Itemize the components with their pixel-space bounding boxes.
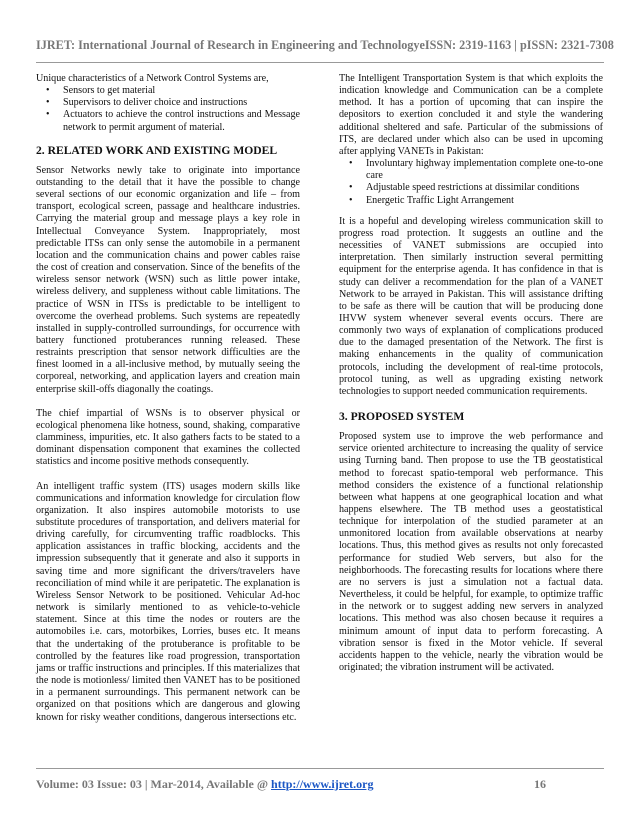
paragraph: The chief impartial of WSNs is to observer physical or ecological phenomena like hotness, sound, shaking, comparative clamminess, impurities, etc. It also gathers facts to be stated to a dominant dispensation component that examines the collected statistics and income positive methods consequently. (36, 407, 300, 468)
issn-info: eISSN: 2319-1163 | pISSN: 2321-7308 (419, 38, 614, 52)
paragraph: Proposed system use to improve the web performance and service oriented architecture to increasing the quality of service using Turning band. Then propose to use the TB geostatistical method to forecast spatio-temporal web performance. This method considers the existence of a functional relationship between what happens at one geographical location and what happens elsewhere. The TB method uses a geostatistical technique for interpolation of the studied parameter at an unmonitored location from available observations at nearby locations. Thus, this method gives as results not only forecasted performance for studied Web servers, but also for the neighborhoods. The forecasting results for locations where there are no servers is just a simulation not a factual data. Nevertheless, it could be helpful, for example, to optimize traffic in the network or to suggest adding new servers in analyzed locations. This method was also chosen because it requires a minimum amount of input data to perform forecasting. A vibration sensor is fixed in the Motor vehicle. If several accidents happen to the vehicle, nearly the vibration would be originated; the vibration instrument will be activated. (339, 431, 603, 674)
page-number: 16 (534, 777, 546, 791)
paragraph: An intelligent traffic system (ITS) usages modern skills like communications and information knowledge for circulation flow organization. It also inspires automobile motorists to use substitute procedures of transportation, and delivers material for driving carefully, for circumventing traffic roadblocks. This application assistances in traffic blocking, accidents and the impression subsequently that it generate and also it supports in saving time and more significant the drivers/travelers have reconciliation of mind while it are peripatetic. The explanation is Wireless Sensor Network to be positioned. Vehicular Ad-hoc network is similarly mentioned to as vehicle-to-vehicle statement. Since at this time the nodes or routers are the automobiles i.e. cars, motorbikes, Lorries, buses etc. It means that the undertaking of the protuberance is profitable to be controlled by the features like road progression, transportation jams or traffic instructions and principles. If this materializes that the node is motionless/ limited then VANET has to be positioned in a permanent surroundings. This permanent network can be organized on that positions which are dangerous and glowing known for risky weather conditions, dangerous intersections etc. (36, 480, 300, 723)
footer-divider (36, 768, 604, 769)
characteristics-list (36, 85, 300, 134)
paragraph: Sensor Networks newly take to originate into importance outstanding to the detail that it have the possible to change several sections of our economic organization and life – from transport, ecological screen, passage and healthcare industries. Carrying the material group and message plays a key role in Intellectual Conveyance System. Inappropriately, most predictable ITSs can only sense the automobile in a permanent location and the communication chains and power cables raise the cost of creation and conservation. Since of the benefits of the wireless sensor network (WSN) such as little power intake, wireless delivery, and suppleness without cable limitations. The practice of WSN in ITSs is predictable to be intelligent to overcome the overhead problems. Such systems are repeatedly installed in supply-controlled surroundings, for occurrence with battery functioned protuberances running released. These restraints prescription that sensor network difficulties are the finest loomed in a all-inclusive method, by mutually seeing the corporeal, networking, and application layers and creation main enterprise skill-offs diagonally the coatings. (36, 164, 300, 395)
page-footer (36, 777, 546, 792)
section-heading-related-work: 2. RELATED WORK AND EXISTING MODEL (36, 143, 278, 157)
journal-title: IJRET: International Journal of Research in Engineering and Technology (36, 38, 420, 52)
footer-volume-text: Volume: 03 Issue: 03 | Mar-2014, Available @ (36, 777, 272, 791)
right-column (339, 73, 603, 686)
section-heading-proposed-system: 3. PROPOSED SYSTEM (339, 410, 465, 424)
page-header (36, 38, 614, 53)
characteristics-intro: Unique characteristics of a Network Control Systems are, (36, 73, 269, 84)
list-item: • Actuators to achieve the control instructions and Message network to permit argument of material. (36, 109, 300, 133)
its-applications-list (339, 158, 603, 207)
paragraph: The Intelligent Transportation System is that which exploits the indication knowledge and Communication can be a complete method. It has a portion of upcoming that can inspire the depositors to exertion concluded it and style the wandering additional sheltered and safe. Particular of the submissions of ITS, are declared under which also can be used in upcoming after applying VANETs in Pakistan: (339, 73, 603, 157)
list-item: • Supervisors to deliver choice and instructions (36, 97, 300, 109)
list-item: • Involuntary highway implementation complete one-to-one care (339, 158, 603, 182)
list-item: • Sensors to get material (36, 85, 300, 97)
left-column (36, 73, 300, 736)
footer-volume-info (36, 777, 373, 792)
list-item: • Energetic Traffic Light Arrangement (339, 195, 603, 207)
journal-link[interactable]: http://www.ijret.org (271, 777, 374, 791)
paragraph: It is a hopeful and developing wireless communication skill to progress road protection. It suggests an outline and the necessities of VANET submissions are occupied into interpretation. Then similarly instruction several permitting equipment for the enterprise agenda. It has confidence in that is study can deliver a recommendation for the plan of a VANET Network to be arrayed in Pakistan. This will assistance drifting to be safe as there will be caution that will be producing done IHVW system whenever several events occurs. There are commonly two ways of explanation of complications produced due to the damaged presentation of the Network. The first is making enhancements in the quality of communication protocols, including the development of real-time protocols, protocol tuning, as well as upgrading existing network technologies to support needed communication requirements. (339, 215, 603, 397)
header-divider (36, 62, 604, 63)
list-item: • Adjustable speed restrictions at dissimilar conditions (339, 182, 603, 194)
